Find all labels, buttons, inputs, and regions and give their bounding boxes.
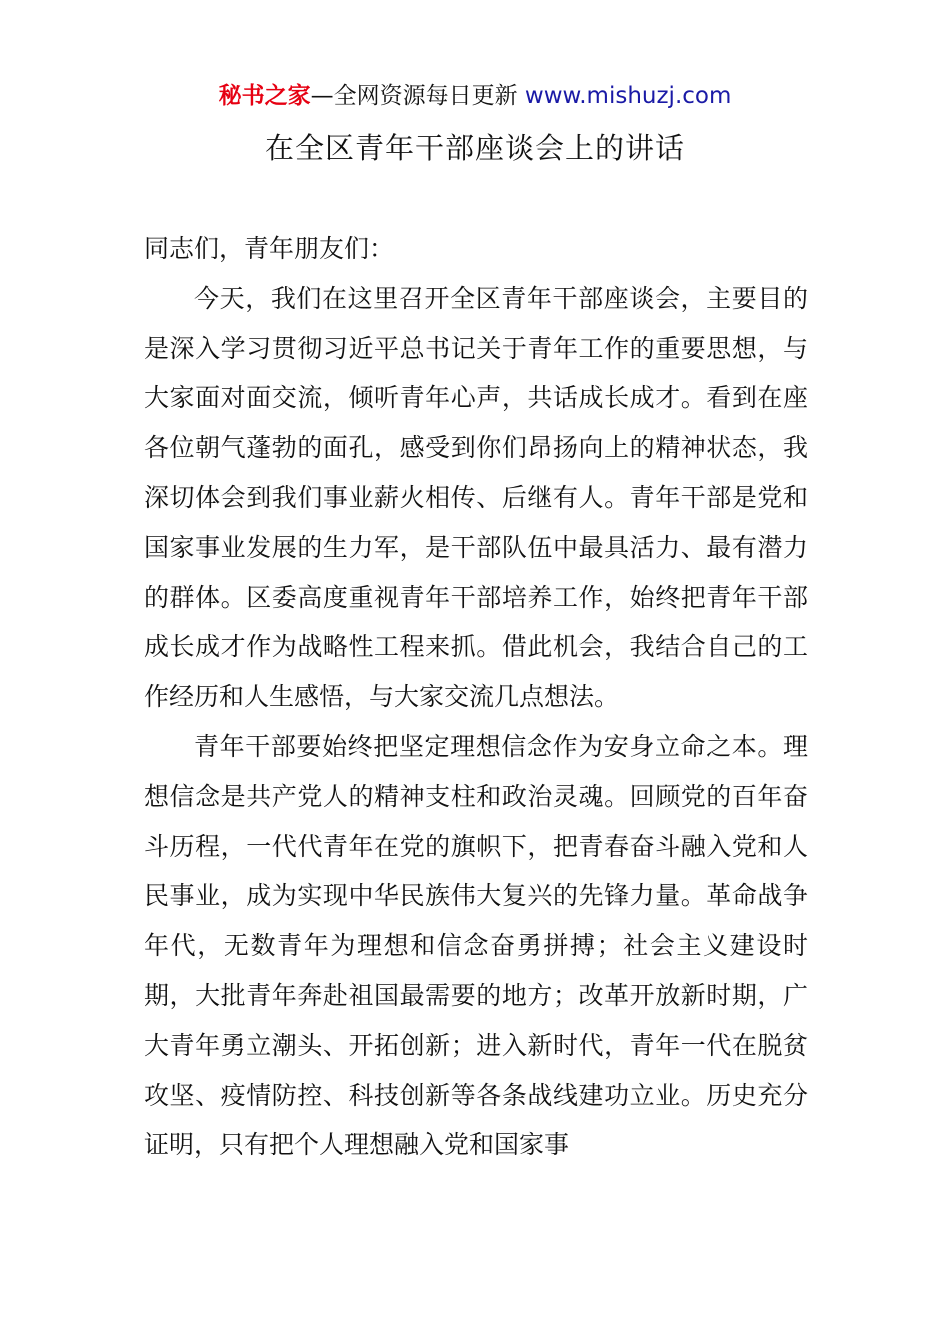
header-slogan: —全网资源每日更新 — [310, 83, 518, 109]
site-header — [0, 80, 950, 112]
document-title: 在全区青年干部座谈会上的讲话 — [264, 131, 685, 165]
brand-name: 秘书之家 — [218, 83, 311, 109]
site-url-link[interactable]: www.mishuzj.com — [524, 83, 732, 109]
salutation: 同志们，青年朋友们： — [144, 234, 395, 263]
paragraph-1: 今天，我们在这里召开全区青年干部座谈会，主要目的是深入学习贯彻习近平总书记关于青年工作的重要思想，与大家面对面交流，倾听青年心声，共话成长成才。看到在座各位朝气蓬勃的面孔，感受到你们昂扬向上的精神状态，我深切体会到我们事业薪火相传、后继有人。青年干部是党和国家事业发展的生力军，是干部队伍中最具活力、最有潜力的群体。区委高度重视青年干部培养工作，始终把青年干部成长成才作为战略性工程来抓。借此机会，我结合自己的工作经历和人生感悟，与大家交流几点想法。 — [144, 283, 808, 712]
document-body — [144, 224, 808, 1170]
paragraph-2: 青年干部要始终把坚定理想信念作为安身立命之本。理想信念是共产党人的精神支柱和政治灵魂。回顾党的百年奋斗历程，一代代青年在党的旗帜下，把青春奋斗融入党和人民事业，成为实现中华民族伟大复兴的先锋力量。革命战争年代，无数青年为理想和信念奋勇拼搏；社会主义建设时期，大批青年奔赴祖国最需要的地方；改革开放新时期，广大青年勇立潮头、开拓创新；进入新时代，青年一代在脱贫攻坚、疫情防控、科技创新等各条战线建功立业。历史充分证明，只有把个人理想融入党和国家事 — [144, 731, 808, 1160]
